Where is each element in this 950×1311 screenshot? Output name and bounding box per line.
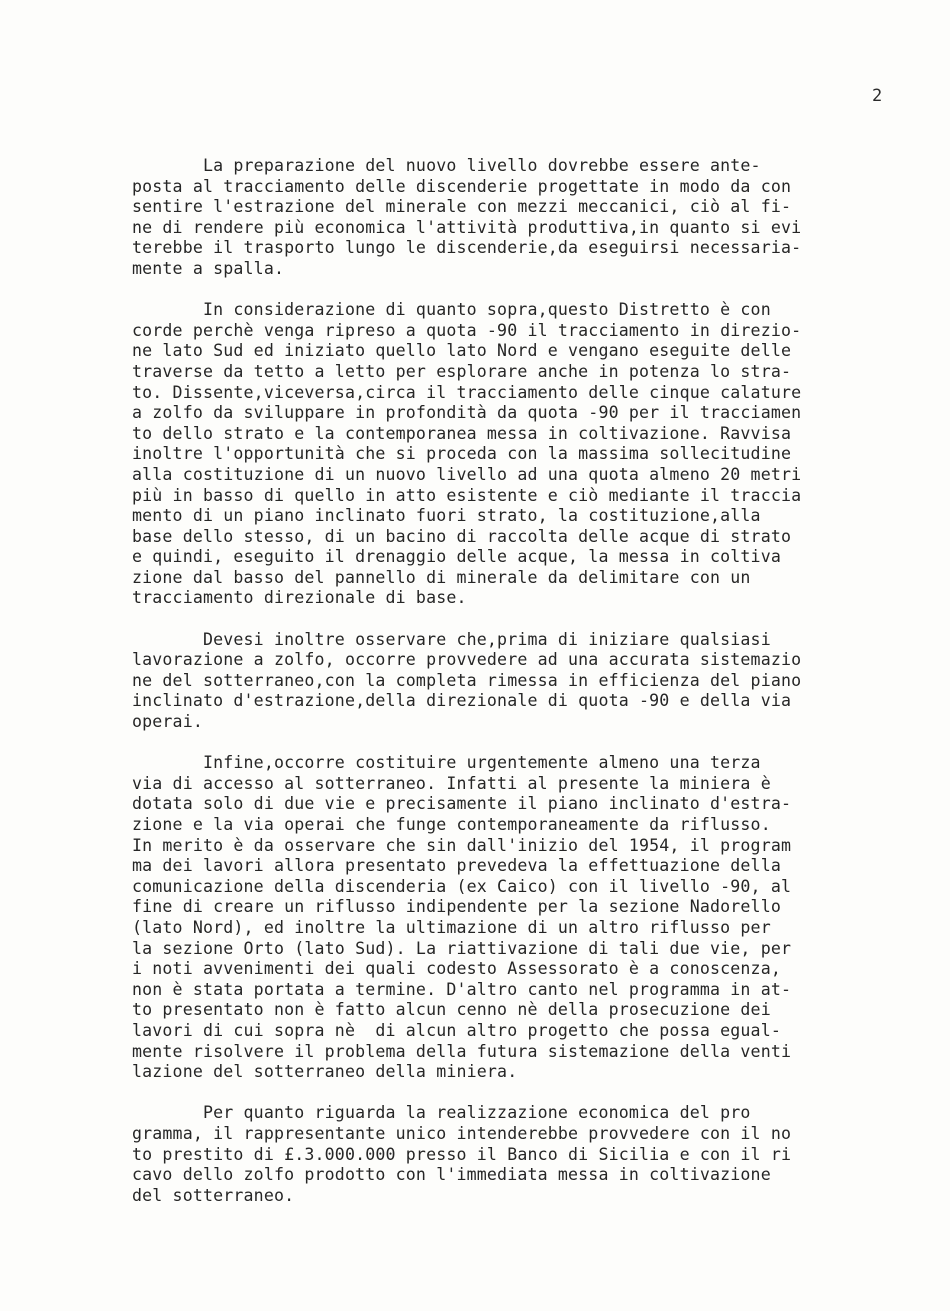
paragraph-3 — [132, 630, 912, 733]
text-line: lavorazione a zolfo, occorre provvedere ad una accurata sistemazio — [132, 650, 802, 670]
text-line: dotata solo di due vie e precisamente il piano inclinato d'estra- — [132, 794, 792, 814]
text-line: cavo dello zolfo prodotto con l'immediata messa in coltivazione — [132, 1165, 771, 1185]
text-line: a zolfo da sviluppare in profondità da quota -90 per il tracciamen — [132, 403, 802, 423]
text-line: ne di rendere più economica l'attività produttiva,in quanto si evi — [132, 217, 802, 237]
text-line: mente risolvere il problema della futura sistemazione della venti — [132, 1041, 792, 1061]
text-line: In considerazione di quanto sopra,questo Distretto è con — [132, 300, 771, 320]
paragraph-1 — [132, 156, 912, 280]
text-line: non è stata portata a termine. D'altro canto nel programma in at- — [132, 979, 792, 999]
text-line: via di accesso al sotterraneo. Infatti al presente la miniera è — [132, 773, 771, 793]
text-line: ma dei lavori allora presentato prevedeva la effettuazione della — [132, 856, 781, 876]
text-line: to. Dissente,viceversa,circa il tracciamento delle cinque calature — [132, 382, 802, 402]
text-line: traverse da tetto a letto per esplorare anche in potenza lo stra- — [132, 361, 792, 381]
text-line: Per quanto riguarda la realizzazione economica del pro — [132, 1103, 751, 1123]
text-line: La preparazione del nuovo livello dovrebbe essere ante- — [132, 156, 761, 175]
text-line: zione e la via operai che funge contemporaneamente da riflusso. — [132, 815, 771, 834]
text-line: sentire l'estrazione del minerale con mezzi meccanici, ciò al fi- — [132, 197, 792, 217]
text-line: lazione del sotterraneo della miniera. — [132, 1062, 518, 1082]
paragraph-2 — [132, 300, 912, 609]
page-number: 2 — [872, 86, 883, 106]
text-line: comunicazione della discenderia (ex Caico) con il livello -90, al — [132, 876, 792, 896]
text-line: i noti avvenimenti dei quali codesto Assessorato è a conoscenza, — [132, 959, 781, 979]
text-line: del sotterraneo. — [132, 1185, 295, 1205]
text-line: ne del sotterraneo,con la completa rimessa in efficienza del piano — [132, 670, 802, 690]
text-line: (lato Nord), ed inoltre la ultimazione di un altro riflusso per — [132, 917, 771, 937]
text-line: to presentato non è fatto alcun cenno nè della prosecuzione dei — [132, 1000, 771, 1020]
paragraph-5 — [132, 1103, 912, 1206]
text-line: In merito è da osservare che sin dall'inizio del 1954, il program — [132, 835, 792, 855]
text-line: alla costituzione di un nuovo livello ad una quota almeno 20 metri — [132, 464, 802, 484]
text-line: Infine,occorre costituire urgentemente almeno una terza — [132, 753, 761, 773]
text-line: e quindi, eseguito il drenaggio delle acque, la messa in coltiva — [132, 547, 781, 567]
text-line: inoltre l'opportunità che si proceda con la massima sollecitudine — [132, 444, 792, 464]
text-line: to prestito di £.3.000.000 presso il Banco di Sicilia e con il ri — [132, 1144, 792, 1164]
text-line: posta al tracciamento delle discenderie progettate in modo da con — [132, 176, 792, 196]
text-line: operai. — [132, 712, 203, 732]
text-line: mente a spalla. — [132, 258, 285, 278]
text-line: la sezione Orto (lato Sud). La riattivazione di tali due vie, per — [132, 938, 792, 958]
text-line: fine di creare un riflusso indipendente per la sezione Nadorello — [132, 897, 781, 917]
text-line: terebbe il trasporto lungo le discenderie,da eseguirsi necessaria- — [132, 238, 802, 258]
text-line: più in basso di quello in atto esistente e ciò mediante il traccia — [132, 485, 802, 505]
text-line: lavori di cui sopra nè di alcun altro progetto che possa egual- — [132, 1020, 781, 1040]
text-line: tracciamento direzionale di base. — [132, 588, 467, 608]
text-line: base dello stesso, di un bacino di raccolta delle acque di strato — [132, 526, 792, 546]
text-line: corde perchè venga ripreso a quota -90 il tracciamento in direzio- — [132, 320, 802, 340]
text-line: zione dal basso del pannello di minerale da delimitare con un — [132, 567, 751, 587]
document-body — [132, 156, 912, 1206]
text-line: ne lato Sud ed iniziato quello lato Nord e vengano eseguite delle — [132, 341, 792, 361]
text-line: inclinato d'estrazione,della direzionale di quota -90 e della via — [132, 691, 792, 711]
text-line: mento di un piano inclinato fuori strato, la costituzione,alla — [132, 506, 761, 526]
text-line: gramma, il rappresentante unico intenderebbe provvedere con il no — [132, 1123, 792, 1143]
paragraph-4 — [132, 753, 912, 1083]
text-line: Devesi inoltre osservare che,prima di iniziare qualsiasi — [132, 629, 771, 649]
text-line: to dello strato e la contemporanea messa in coltivazione. Ravvisa — [132, 423, 792, 443]
